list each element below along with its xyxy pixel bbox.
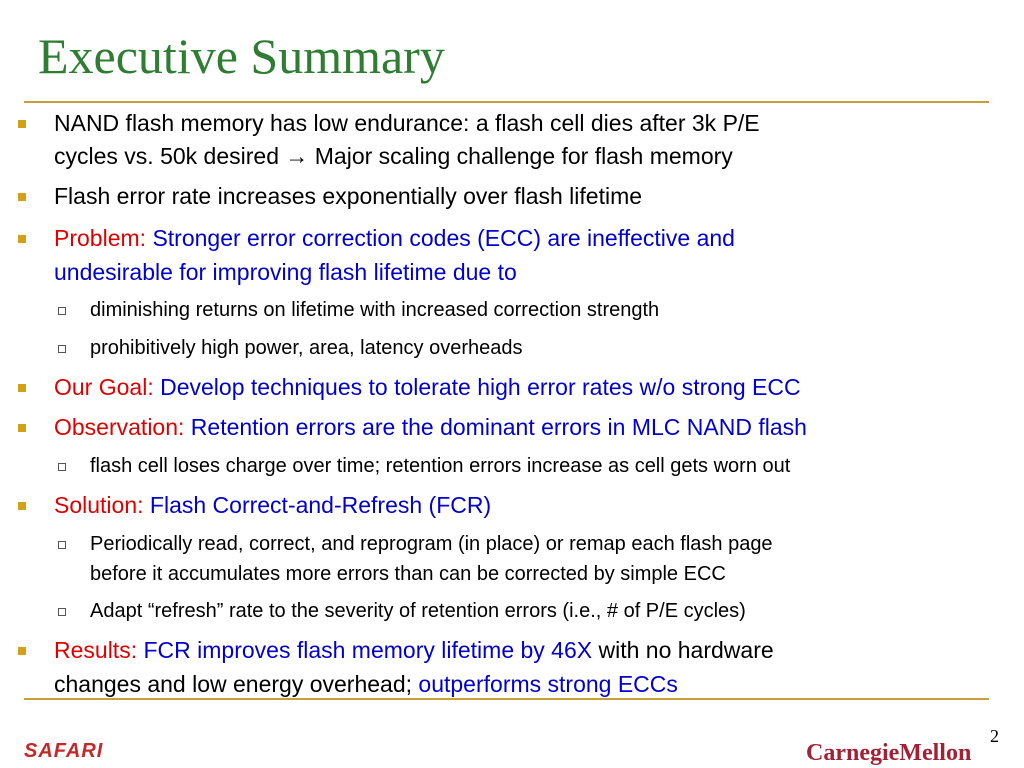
- sub-bullet-text: before it accumulates more errors than can be corrected by simple ECC: [90, 563, 726, 585]
- bullet-endurance: [54, 107, 760, 139]
- results-highlight-cont: outperforms strong ECCs: [418, 671, 678, 697]
- results-label: Results:: [54, 637, 144, 663]
- bullet-observation: [54, 411, 807, 443]
- bullet-text: NAND flash memory has low endurance: a flash cell dies after 3k P/E: [54, 110, 760, 136]
- bullet-text: Flash error rate increases exponentially over flash lifetime: [54, 183, 643, 209]
- bullet-text: cycles vs. 50k desired → Major scaling challenge for flash memory: [54, 143, 733, 169]
- bullet-error-rate: [54, 180, 642, 212]
- sub-bullet-overheads: [90, 333, 522, 363]
- bullet-square-icon: [18, 235, 26, 243]
- hollow-square-icon: [58, 541, 66, 549]
- safari-logo: SAFARI: [24, 740, 104, 762]
- bullet-square-icon: [18, 384, 26, 392]
- slide-title: Executive Summary: [38, 28, 445, 84]
- goal-text: Develop techniques to tolerate high error rates w/o strong ECC: [160, 374, 801, 400]
- sub-bullet-diminishing: [90, 295, 659, 325]
- sub-bullet-text: Adapt “refresh” rate to the severity of retention errors (i.e., # of P/E cycles): [90, 600, 746, 622]
- problem-text: Stronger error correction codes (ECC) are ineffective and: [152, 225, 735, 251]
- bullet-square-icon: [18, 502, 26, 510]
- solution-label: Solution:: [54, 492, 150, 518]
- bullet-square-icon: [18, 424, 26, 432]
- results-highlight: FCR improves flash memory lifetime by 46X: [143, 637, 593, 663]
- sub-bullet-text: prohibitively high power, area, latency overheads: [90, 337, 523, 359]
- solution-text: Flash Correct-and-Refresh (FCR): [149, 492, 492, 518]
- bullet-results-cont: [54, 668, 678, 700]
- page-number: 2: [990, 726, 999, 746]
- observation-label: Observation:: [54, 414, 191, 440]
- bullet-problem-cont: [54, 256, 517, 288]
- bullet-problem: [54, 222, 735, 254]
- hollow-square-icon: [58, 345, 66, 353]
- bullet-solution: [54, 489, 491, 521]
- carnegie-mellon-logo: CarnegieMellon: [806, 740, 972, 766]
- bullet-goal: [54, 371, 801, 403]
- sub-bullet-text: diminishing returns on lifetime with increased correction strength: [90, 299, 660, 321]
- observation-text: Retention errors are the dominant errors in MLC NAND flash: [190, 414, 807, 440]
- hollow-square-icon: [58, 608, 66, 616]
- results-text: with no hardware: [592, 637, 774, 663]
- goal-label: Our Goal:: [54, 374, 161, 400]
- sub-bullet-refresh: [90, 529, 773, 559]
- problem-label: Problem:: [54, 225, 153, 251]
- results-text-cont: changes and low energy overhead;: [54, 671, 419, 697]
- sub-bullet-adapt: [90, 596, 746, 626]
- sub-bullet-text: flash cell loses charge over time; retention errors increase as cell gets worn out: [90, 455, 791, 477]
- sub-bullet-text: Periodically read, correct, and reprogram (in place) or remap each flash page: [90, 533, 773, 555]
- bullet-endurance-cont: [54, 140, 733, 172]
- problem-text-cont: undesirable for improving flash lifetime due to: [54, 259, 517, 285]
- footer-divider: [24, 698, 989, 700]
- hollow-square-icon: [58, 307, 66, 315]
- bullet-square-icon: [18, 193, 26, 201]
- bullet-square-icon: [18, 120, 26, 128]
- sub-bullet-refresh-cont: [90, 559, 726, 589]
- bullet-results: [54, 634, 774, 666]
- hollow-square-icon: [58, 463, 66, 471]
- bullet-square-icon: [18, 647, 26, 655]
- sub-bullet-charge-loss: [90, 451, 790, 481]
